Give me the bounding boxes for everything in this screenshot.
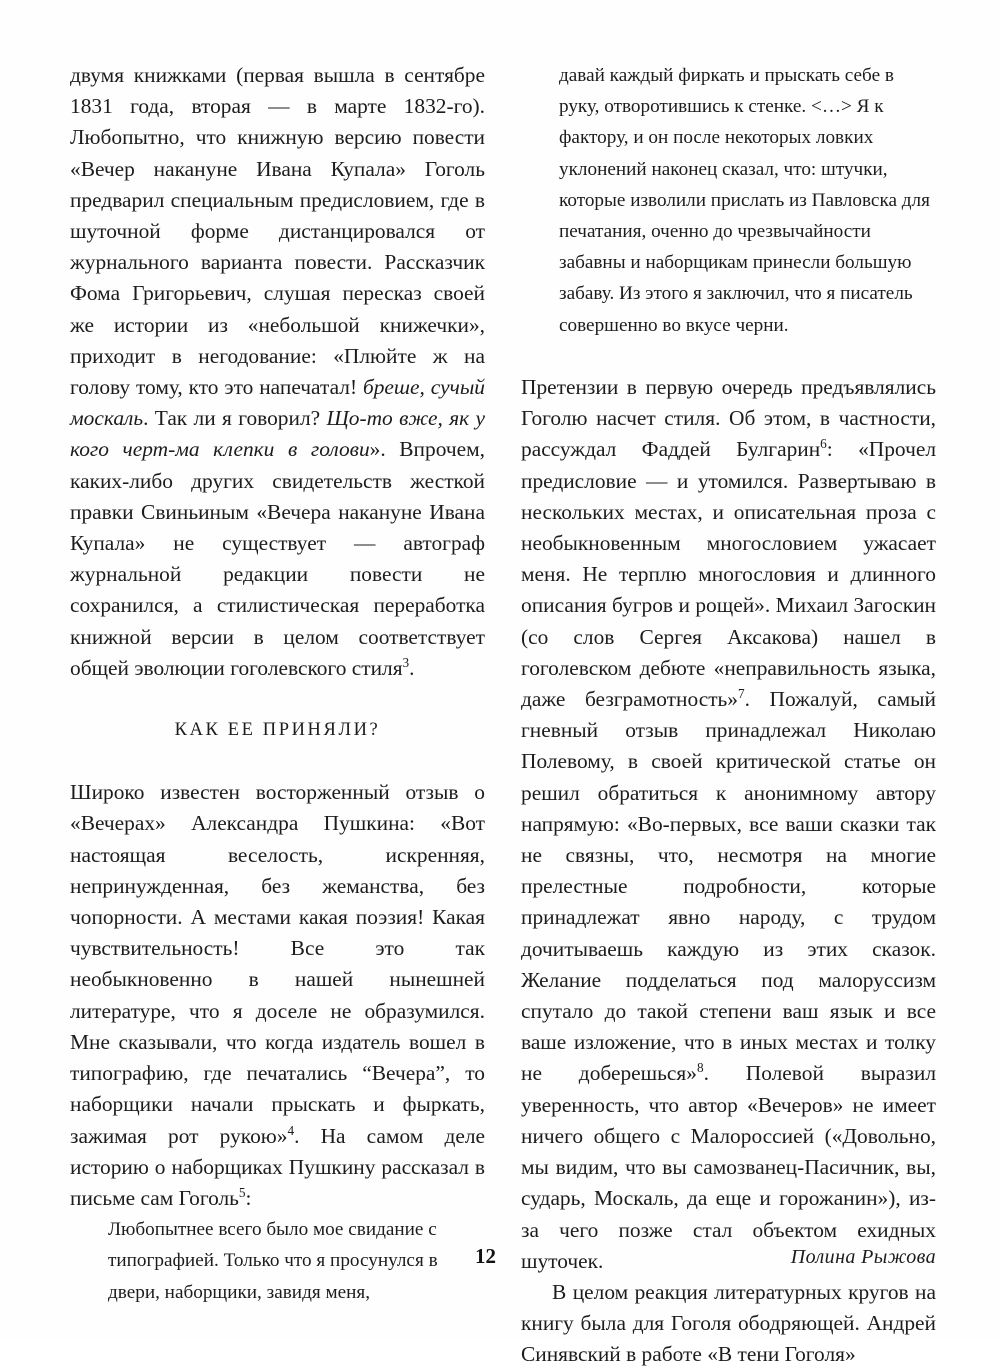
paragraph-final-period: . xyxy=(409,655,415,680)
running-head-author: Полина Рыжова xyxy=(790,1246,936,1268)
paragraph-sinyavsky: В целом реакция литературных кругов на книгу была для Гоголя ободряющей. Андрей Синявский в работе «В тени Гоголя» xyxy=(521,1279,936,1367)
page-number: 12 xyxy=(475,1244,496,1268)
paragraph-text-run-end: ». Впрочем, каких-либо других свидетельств жесткой правки Свиньиным «Вечера накануне Ивана Купала» не существует — автограф журнальной редакции повести не сохранился, а стилистическая переработка книжной версии в целом соответствует общей эволюции гоголевского стиля xyxy=(70,437,485,680)
section-heading-kak-ee-prinyali: КАК ЕЕ ПРИНЯЛИ? xyxy=(174,720,381,741)
paragraph-text-run: Претензии в первую очередь предъявлялись Гоголю насчет стиля. Об этом, в частности, рассуждал Фаддей Булгарин xyxy=(521,375,936,462)
italic-brashe-suchyi-moskal: бреше, сучый москаль xyxy=(70,375,485,431)
paragraph-text-run-mid: : «Прочел предисловие — и утомился. Развертываю в нескольких местах, и описательная проза с необыкновенным многословием ужасает меня. Не терплю многословия и длинного описания бугров и рощей». Михаил Загоскин (со слов Сергея Аксакова) нашел в гоголевском дебюте «неправильность языка, даже безграмотность» xyxy=(521,437,936,712)
paragraph-text-run-end: . Полевой выразил уверенность, что автор «Вечеров» не имеет ничего общего с Малороссией («Довольно, мы видим, что вы самозванец-Пасичник, вы, сударь, Москаль, да еще и горожанин»), из-за чего позже стал объектом ехидных шуточек. xyxy=(521,1061,936,1273)
page-footer xyxy=(70,1244,936,1269)
footnote-marker-8[interactable]: 8 xyxy=(696,1060,704,1076)
footnote-marker-3[interactable]: 3 xyxy=(402,654,410,670)
paragraph-text-run-end: : xyxy=(245,1185,252,1210)
footnote-marker-5[interactable]: 5 xyxy=(238,1184,246,1200)
paragraph-text-run: Широко известен восторженный отзыв о «Вечерах» Александра Пушкина: «Вот настоящая веселость, искренняя, непринужденная, без жеманства, без чопорности. А местами какая поэзия! Какая чувствительность! Все это так необыкновенно в нашей нынешней литературе, что я доселе не образумился. Мне сказывали, что когда издатель вошел в типографию, где печатались “Вечера”, то наборщики начали прыскать и фыркать, зажимая рот рукою» xyxy=(70,780,485,1148)
footnote-marker-6[interactable]: 6 xyxy=(820,436,827,452)
paragraph-text-run-mid: . На самом деле историю о наборщиках Пушкину рассказал в письме сам Гоголь xyxy=(70,1123,485,1210)
blockquote-text: Любопытнее всего было мое свидание с типографией. Только что я просунулся в двери, наборщики, завидя меня, xyxy=(108,1219,438,1303)
blockquote-text: давай каждый фиркать и прыскать себе в руку, отворотившись к стенке. <…> Я к фактору, и он после некоторых ловких уклонений наконец сказал, что: штучки, которые изволили прислать из Павловска для печатания, оченно до чрезвычайности забавны и наборщикам принесли большую забаву. Из этого я заключил, что я писатель совершенно во вкусе черни. xyxy=(559,65,930,336)
paragraph-bulgarin-zagoskin xyxy=(521,372,936,1277)
footnote-marker-4[interactable]: 4 xyxy=(287,1122,295,1138)
paragraph-gap xyxy=(521,341,936,372)
paragraph-text-run: двумя книжками (первая вышла в сентябре 1831 года, вторая — в марте 1832-го). Любопытно, что книжную версию повести «Вечер накануне Ивана Купала» Гоголь предварил специальным предисловием, где в шуточной форме дистанцировался от журнального варианта повести. Рассказчик Фома Григорьевич, слушая пересказ своей же истории из «небольшой книжечки», приходит в негодование: «Плюйте ж на голову тому, кто это напечатал! xyxy=(70,63,485,400)
blockquote-gogol-letter-part-2 xyxy=(521,60,936,341)
paragraph-vecher-nakanune xyxy=(70,60,485,684)
paragraph-text-run-polevoy: . Пожалуй, самый гневный отзыв принадлежал Николаю Полевому, в своей критической статье он решил обратиться к анонимному автору напрямую: «Во-первых, все ваши сказки так не связны, что, несмотря на многие прелестные подробности, которые принадлежат явно народу, с трудом дочитываешь каждую из этих сказок. Желание подделаться под малоруссизм спутало до такой степени ваш язык и все ваше изложение, что в иных местах и толку не доберешься» xyxy=(521,687,936,1086)
paragraph-pushkin-review xyxy=(70,777,485,1214)
paragraph-text-run-mid: . Так ли я говорил? xyxy=(143,406,327,431)
italic-shcho-to-vzhe: Що-то вже, як у кого черт-ма клепки в голови xyxy=(70,406,486,462)
footnote-marker-7[interactable]: 7 xyxy=(738,685,745,701)
